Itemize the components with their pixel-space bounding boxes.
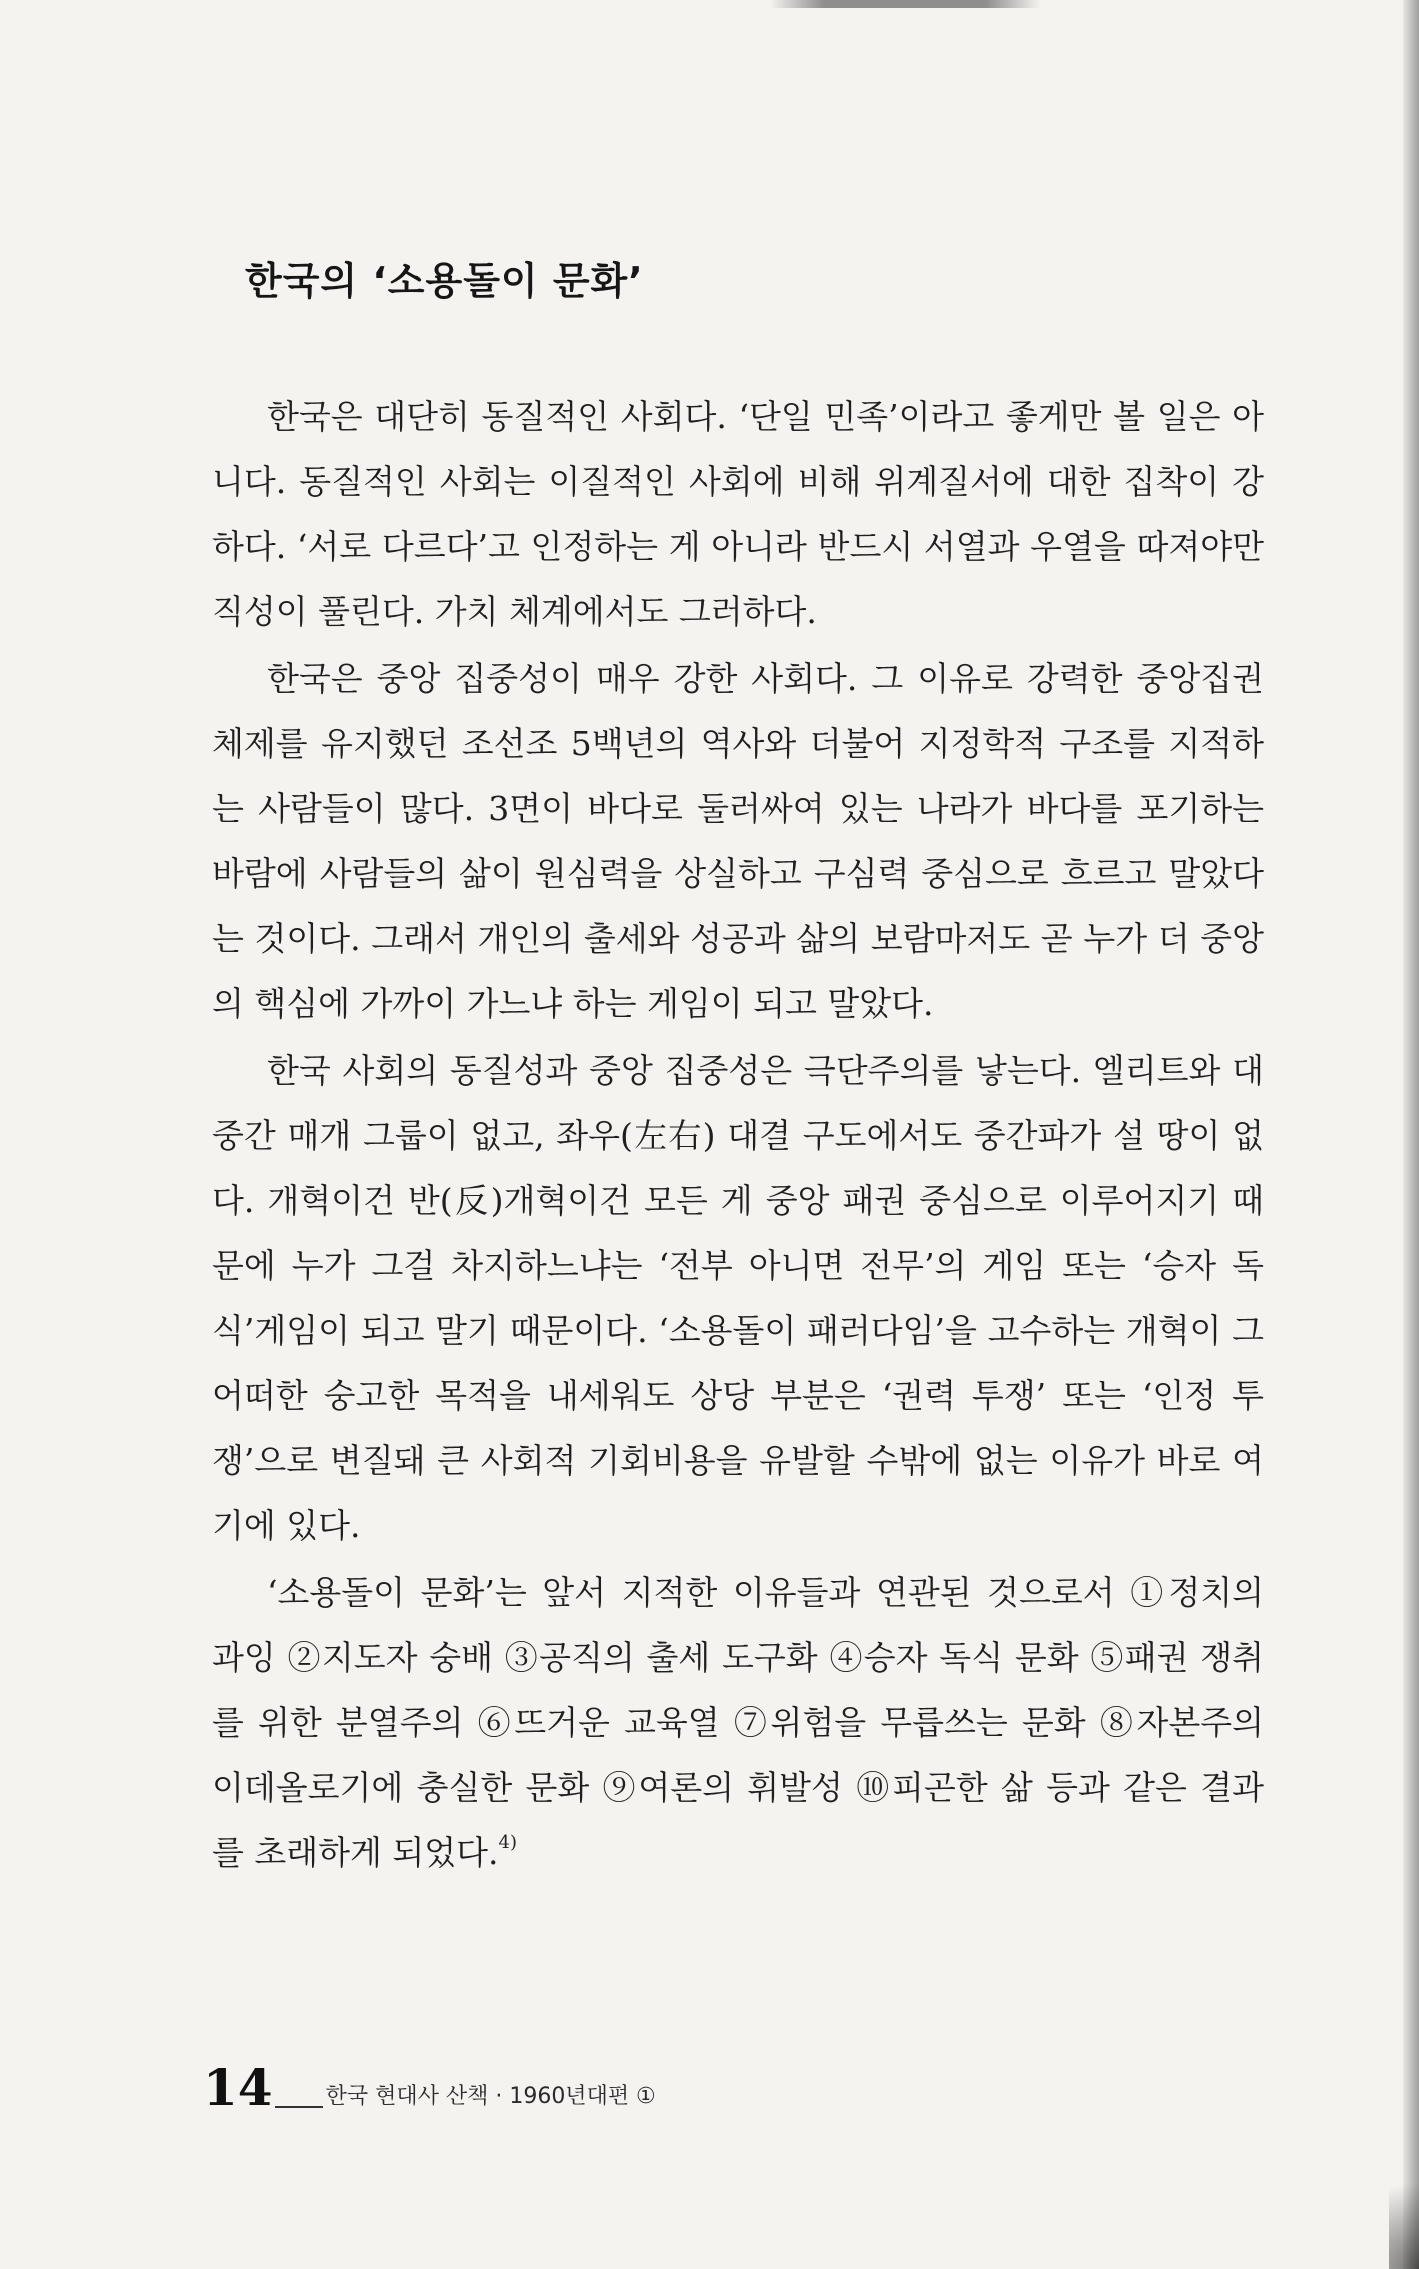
footnote-marker: 4): [498, 1832, 517, 1853]
paragraph-4: [212, 1560, 1264, 1885]
scan-artifact-right-edge: [1403, 0, 1419, 2269]
running-title: 한국 현대사 산책 · 1960년대편 ①: [325, 2084, 656, 2109]
paragraph-3: 한국 사회의 동질성과 중앙 집중성은 극단주의를 낳는다. 엘리트와 대중간 매개 그룹이 없고, 좌우(左右) 대결 구도에서도 중간파가 설 땅이 없다. 개혁이건 반(反)개혁이건 모든 게 중앙 패권 중심으로 이루어지기 때문에 누가 그걸 차지하느냐는 ‘전부 아니면 전무’의 게임 또는 ‘승자 독식’게임이 되고 말기 때문이다. ‘소용돌이 패러다임’을 고수하는 개혁이 그 어떠한 숭고한 목적을 내세워도 상당 부분은 ‘권력 투쟁’ 또는 ‘인정 투쟁’으로 변질돼 큰 사회적 기회비용을 유발할 수밖에 없는 이유가 바로 여기에 있다.: [212, 1051, 1264, 1545]
page-number: 14: [203, 2058, 273, 2117]
paragraph-4-text: ‘소용돌이 문화’는 앞서 지적한 이유들과 연관된 것으로서 ①정치의 과잉 ②지도자 숭배 ③공직의 출세 도구화 ④승자 독식 문화 ⑤패권 쟁취를 위한 분열주의 ⑥뜨거운 교육열 ⑦위험을 무릅쓰는 문화 ⑧자본주의 이데올로기에 충실한 문화 ⑨여론의 휘발성 ⑩피곤한 삶 등과 같은 결과를 초래하게 되었다.: [212, 1573, 1264, 1872]
page-footer: [203, 2058, 656, 2117]
body-text: [212, 384, 1264, 1885]
scan-artifact-corner: [1389, 2149, 1419, 2269]
footer-rule: [275, 2106, 323, 2108]
paragraph-2: 한국은 중앙 집중성이 매우 강한 사회다. 그 이유로 강력한 중앙집권체제를 유지했던 조선조 5백년의 역사와 더불어 지정학적 구조를 지적하는 사람들이 많다. 3면이 바다로 둘러싸여 있는 나라가 바다를 포기하는 바람에 사람들의 삶이 원심력을 상실하고 구심력 중심으로 흐르고 말았다는 것이다. 그래서 개인의 출세와 성공과 삶의 보람마저도 곧 누가 더 중앙의 핵심에 가까이 가느냐 하는 게임이 되고 말았다.: [212, 659, 1264, 1023]
paragraph-1: 한국은 대단히 동질적인 사회다. ‘단일 민족’이라고 좋게만 볼 일은 아니다. 동질적인 사회는 이질적인 사회에 비해 위계질서에 대한 집착이 강하다. ‘서로 다르다’고 인정하는 게 아니라 반드시 서열과 우열을 따져야만 직성이 풀린다. 가치 체계에서도 그러하다.: [212, 397, 1264, 631]
scan-artifact-top: [770, 0, 1040, 8]
section-heading: 한국의 ‘소용돌이 문화’: [245, 259, 644, 303]
